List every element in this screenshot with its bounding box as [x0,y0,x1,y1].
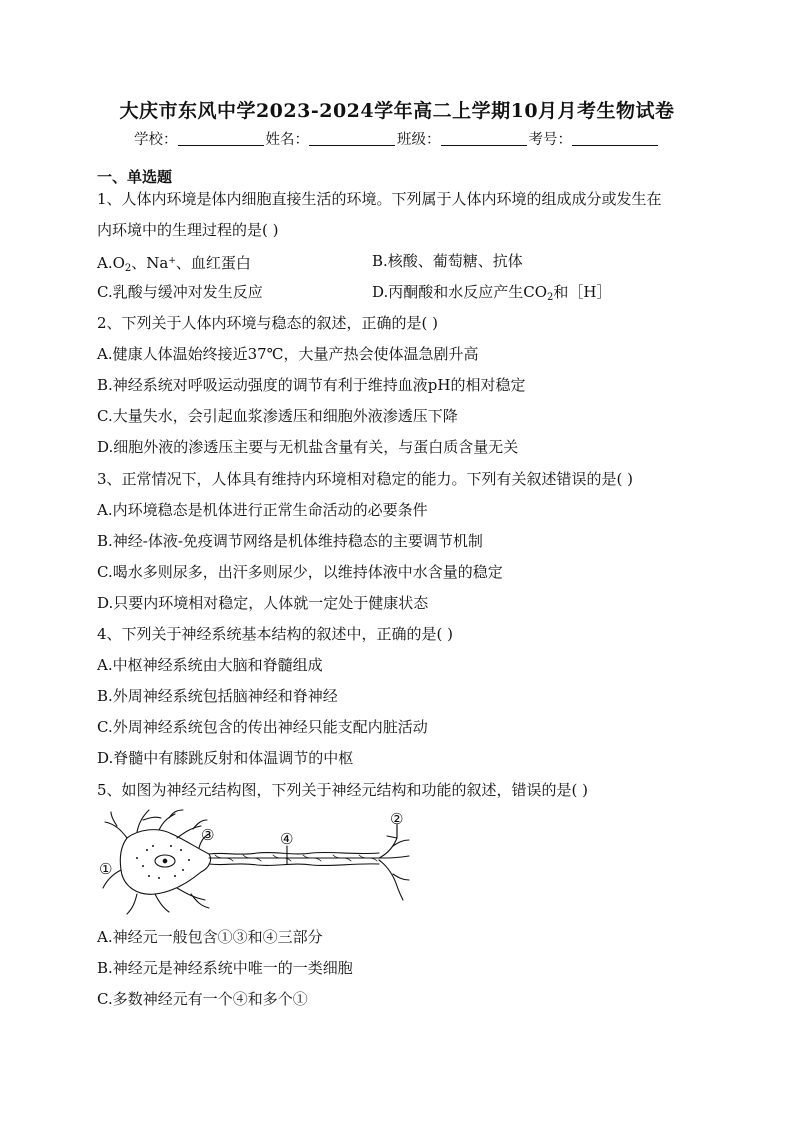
q4-option-c: C.外周神经系统包含的传出神经只能支配内脏活动 [97,718,428,736]
myelin-sheath [209,852,379,854]
label-3: ③ [201,826,215,844]
axon-terminal [379,838,397,858]
dendrite [159,814,175,830]
q2-option-b: B.神经系统对呼吸运动强度的调节有利于维持血液pH的相对稳定 [97,376,526,394]
q3-option-d: D.只要内环境相对稳定，人体就一定处于健康状态 [97,594,429,612]
q1-option-c: C.乳酸与缓冲对发生反应 [97,283,263,301]
exam-no-blank[interactable] [572,131,658,146]
dendrite [177,826,201,838]
q1-stem-line2: 内环境中的生理过程的是( ) [97,221,279,239]
q4-option-a: A.中枢神经系统由大脑和脊髓组成 [97,656,323,674]
exam-no-label: 考号： [528,132,572,148]
q1-option-a [97,251,251,279]
label-1: ① [99,860,113,878]
axon-terminal [379,856,409,858]
student-info-line [0,128,794,149]
q5-option-a: A.神经元一般包含①③和④三部分 [97,928,323,946]
q1-option-d [372,282,612,308]
label-4: ④ [280,830,294,848]
dendrite [137,810,149,832]
page-title: 大庆市东风中学2023-2024学年高二上学期10月月考生物试卷 [119,100,675,122]
name-label: 姓名： [265,132,309,148]
section-title: 一、单选题 [97,168,173,186]
q1-d-post: 和［H］ [553,283,612,301]
q1-stem-line1: 1、人体内环境是体内细胞直接生活的环境。下列属于人体内环境的组成成分或发生在 [97,190,662,208]
q1-a-post: 、血红蛋白 [175,254,251,272]
q5-stem: 5、如图为神经元结构图，下列关于神经元结构和功能的叙述，错误的是( ) [97,781,589,799]
axon-terminal [393,874,409,880]
q1-a-pre: A.O [97,254,125,272]
q4-option-d: D.脊髓中有膝跳反射和体温调节的中枢 [97,749,354,767]
dendrite [127,894,137,914]
q5-option-c: C.多数神经元有一个④和多个① [97,990,308,1008]
q4-stem: 4、下列关于神经系统基本结构的叙述中，正确的是( ) [97,625,454,643]
q1-a-sub: 2 [124,263,132,274]
school-blank[interactable] [178,131,264,146]
q1-d-pre: D.丙酮酸和水反应产生CO [372,283,548,301]
neuron-diagram [97,808,427,918]
q1-a-sup: + [168,256,176,266]
q4-option-b: B.外周神经系统包括脑神经和脊神经 [97,687,338,705]
label-2: ② [390,810,404,828]
dendrite [155,894,169,912]
q5-option-b: B.神经元是神经系统中唯一的一类细胞 [97,959,353,977]
school-label: 学校： [134,132,178,148]
class-blank[interactable] [441,131,527,146]
q2-option-a: A.健康人体温始终接近37℃，大量产热会使体温急剧升高 [97,345,479,363]
q3-option-a: A.内环境稳态是机体进行正常生命活动的必要条件 [97,501,428,519]
q3-option-c: C.喝水多则尿多，出汗多则尿少，以维持体液中水含量的稳定 [97,563,503,581]
axon-terminal [379,860,397,886]
q3-option-b: B.神经-体液-免疫调节网络是机体维持稳态的主要调节机制 [97,532,483,550]
axon-terminal [397,886,403,900]
q1-d-sub: 2 [547,292,554,303]
q2-option-c: C.大量失水，会引起血浆渗透压和细胞外液渗透压下降 [97,407,458,425]
q1-a-mid: 、Na [131,254,169,272]
q1-option-b: B.核酸、葡萄糖、抗体 [372,252,523,270]
dendrite [143,817,161,820]
myelin-sheath [209,864,379,866]
q2-option-d: D.细胞外液的渗透压主要与无机盐含量有关，与蛋白质含量无关 [97,438,519,456]
name-blank[interactable] [309,131,395,146]
q3-stem: 3、正常情况下，人体具有维持内环境相对稳定的能力。下列有关叙述错误的是( ) [97,470,634,488]
class-label: 班级： [397,132,441,148]
q2-stem: 2、下列关于人体内环境与稳态的叙述，正确的是( ) [97,314,439,332]
